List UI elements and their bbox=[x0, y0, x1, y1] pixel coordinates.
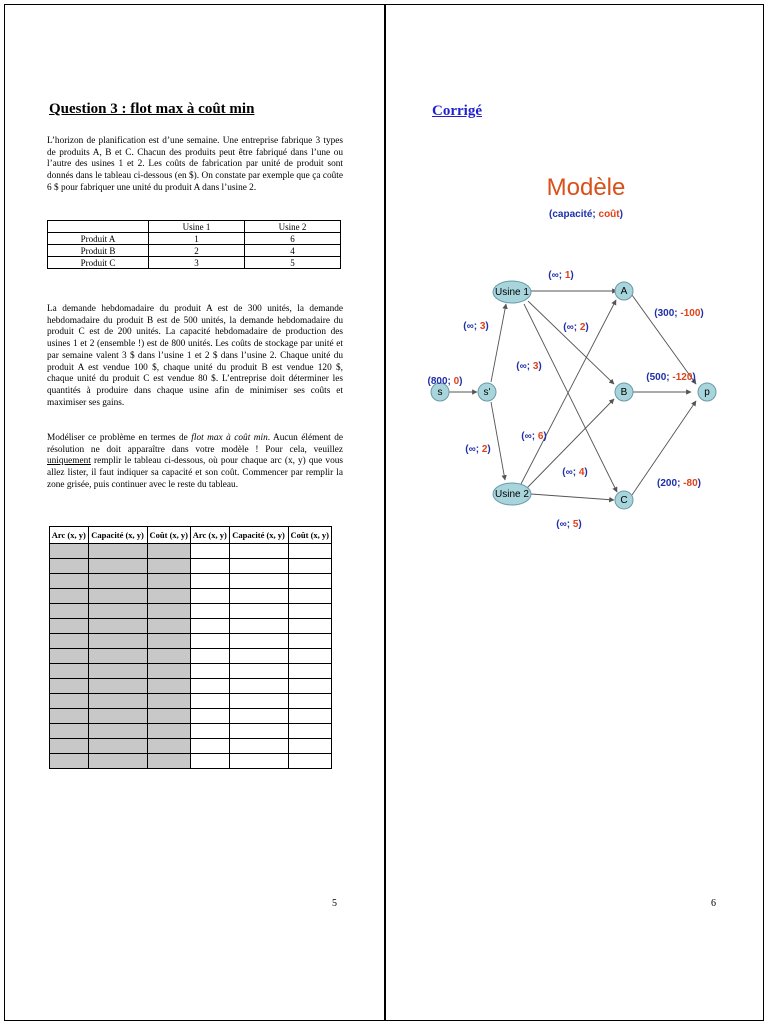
input-cell[interactable] bbox=[229, 724, 288, 739]
edge-label-b-p: (500; -120) bbox=[646, 372, 696, 383]
edge-label-u2-b: (∞; 4) bbox=[562, 467, 588, 478]
table-row bbox=[50, 679, 332, 694]
grey-input-cell[interactable] bbox=[147, 694, 190, 709]
instr-text-c: . Aucun élément de résolution ne doit apparaître dans votre modèle ! Pour cela, veuillez bbox=[47, 433, 343, 455]
input-cell[interactable] bbox=[229, 739, 288, 754]
input-cell[interactable] bbox=[288, 664, 331, 679]
input-cell[interactable] bbox=[190, 544, 229, 559]
table-row bbox=[50, 544, 332, 559]
grey-input-cell[interactable] bbox=[50, 679, 89, 694]
edge-label-u2-a: (∞; 6) bbox=[521, 431, 547, 442]
cost-cell: 6 bbox=[245, 233, 341, 245]
subtitle-cost: coût bbox=[598, 209, 620, 220]
grey-input-cell[interactable] bbox=[88, 589, 147, 604]
grey-input-cell[interactable] bbox=[147, 574, 190, 589]
input-cell[interactable] bbox=[288, 649, 331, 664]
input-cell[interactable] bbox=[190, 739, 229, 754]
input-cell[interactable] bbox=[288, 634, 331, 649]
grey-input-cell[interactable] bbox=[147, 619, 190, 634]
input-cell[interactable] bbox=[190, 694, 229, 709]
input-cell[interactable] bbox=[190, 589, 229, 604]
table-row bbox=[50, 754, 332, 769]
grey-input-cell[interactable] bbox=[147, 709, 190, 724]
grey-input-cell[interactable] bbox=[147, 649, 190, 664]
grey-input-cell[interactable] bbox=[88, 679, 147, 694]
grey-input-cell[interactable] bbox=[50, 604, 89, 619]
input-cell[interactable] bbox=[288, 754, 331, 769]
demand-paragraph: La demande hebdomadaire du produit A est de 300 unités, la demande hebdomadaire du produit B est de 500 unités, la demande hebdomadaire du produit C est de 200 unités. La capacité hebdomadaire de production des usines 1 et 2 (ensemble !) est de 800 unités. Les coûts de stockage par unité et par semaine valent 3 $ dans l’usine 1 et 2 $ dans l’usine 2. Chaque unité du produit A est vendue 100 $, chaque unité du produit B est vendue 120 $, chaque unité du produit C est vendue 80 $. L’entreprise doit déterminer les quantités à produire dans chaque usine afin de minimiser ses coûts et maximiser ses gains. bbox=[47, 304, 343, 408]
product-label: Produit C bbox=[48, 257, 149, 269]
table-row bbox=[48, 245, 341, 257]
input-cell[interactable] bbox=[288, 619, 331, 634]
grey-input-cell[interactable] bbox=[147, 544, 190, 559]
col-capacity: Capacité (x, y) bbox=[229, 527, 288, 544]
col-cost: Coût (x, y) bbox=[147, 527, 190, 544]
grey-input-cell[interactable] bbox=[50, 739, 89, 754]
page-left bbox=[4, 4, 385, 1021]
input-cell[interactable] bbox=[288, 574, 331, 589]
grey-input-cell[interactable] bbox=[88, 709, 147, 724]
subtitle-close: ) bbox=[619, 209, 623, 220]
input-cell[interactable] bbox=[229, 754, 288, 769]
input-cell[interactable] bbox=[288, 694, 331, 709]
edge-label-u1-b: (∞; 2) bbox=[563, 322, 589, 333]
grey-input-cell[interactable] bbox=[50, 574, 89, 589]
grey-input-cell[interactable] bbox=[50, 709, 89, 724]
grey-input-cell[interactable] bbox=[147, 724, 190, 739]
input-cell[interactable] bbox=[190, 574, 229, 589]
input-cell[interactable] bbox=[229, 604, 288, 619]
arc-table-header bbox=[50, 527, 332, 544]
instr-text-e: remplir le tableau ci-dessous, où pour chaque arc (x, y) que vous allez lister, il faut indiquer sa capacité et son coût. Commencer par remplir la zone grisée, puis continuer avec le reste du tableau. bbox=[47, 456, 343, 490]
grey-input-cell[interactable] bbox=[88, 694, 147, 709]
grey-input-cell[interactable] bbox=[50, 724, 89, 739]
instructions-paragraph bbox=[47, 433, 343, 492]
input-cell[interactable] bbox=[229, 664, 288, 679]
input-cell[interactable] bbox=[229, 709, 288, 724]
input-cell[interactable] bbox=[288, 739, 331, 754]
cost-cell: 3 bbox=[149, 257, 245, 269]
grey-input-cell[interactable] bbox=[50, 649, 89, 664]
input-cell[interactable] bbox=[229, 619, 288, 634]
grey-input-cell[interactable] bbox=[147, 589, 190, 604]
grey-input-cell[interactable] bbox=[147, 604, 190, 619]
product-label: Produit A bbox=[48, 233, 149, 245]
node-s-label: s bbox=[437, 387, 443, 398]
grey-input-cell[interactable] bbox=[88, 544, 147, 559]
edge-label-sp-u2: (∞; 2) bbox=[465, 444, 491, 455]
table-row bbox=[48, 257, 341, 269]
node-usine2-label: Usine 2 bbox=[495, 489, 529, 500]
input-cell[interactable] bbox=[190, 634, 229, 649]
input-cell[interactable] bbox=[288, 544, 331, 559]
table-row bbox=[50, 724, 332, 739]
table-row bbox=[50, 634, 332, 649]
arc-table bbox=[49, 526, 332, 769]
instr-text-b: flot max à coût min bbox=[191, 433, 268, 443]
grey-input-cell[interactable] bbox=[88, 604, 147, 619]
edge-label-u2-c: (∞; 5) bbox=[556, 519, 582, 530]
model-title: Modèle bbox=[546, 174, 626, 201]
input-cell[interactable] bbox=[190, 619, 229, 634]
input-cell[interactable] bbox=[229, 589, 288, 604]
input-cell[interactable] bbox=[190, 754, 229, 769]
page-number: 6 bbox=[711, 898, 716, 909]
corrige-link[interactable]: Corrigé bbox=[432, 103, 482, 119]
question-title: Question 3 : flot max à coût min bbox=[49, 101, 255, 117]
table-row bbox=[50, 664, 332, 679]
header-usine-2: Usine 2 bbox=[245, 221, 341, 233]
input-cell[interactable] bbox=[288, 604, 331, 619]
grey-input-cell[interactable] bbox=[88, 739, 147, 754]
intro-paragraph: L’horizon de planification est d’une semaine. Une entreprise fabrique 3 types de produits A, B et C. Chacun des produits peut être fabriqué dans l’une ou l’autre des usines 1 et 2. Les coûts de fabrication par unité de produit sont donnés dans le tableau ci-dessous (en $). On constate par exemple que ça coûte 6 $ pour fabriquer une unité du produit A dans l’usine 2. bbox=[47, 136, 343, 193]
grey-input-cell[interactable] bbox=[147, 664, 190, 679]
col-arc: Arc (x, y) bbox=[190, 527, 229, 544]
table-row bbox=[50, 604, 332, 619]
page-right bbox=[385, 4, 764, 1021]
input-cell[interactable] bbox=[229, 544, 288, 559]
subtitle-capacity: capacité bbox=[552, 209, 593, 220]
cost-table-header bbox=[48, 221, 341, 233]
grey-input-cell[interactable] bbox=[147, 739, 190, 754]
flow-network-diagram bbox=[427, 155, 716, 540]
input-cell[interactable] bbox=[229, 559, 288, 574]
cost-cell: 4 bbox=[245, 245, 341, 257]
input-cell[interactable] bbox=[190, 604, 229, 619]
model-subtitle bbox=[549, 209, 623, 220]
cost-cell: 1 bbox=[149, 233, 245, 245]
grey-input-cell[interactable] bbox=[147, 559, 190, 574]
edge-label-u1-a: (∞; 1) bbox=[548, 270, 574, 281]
input-cell[interactable] bbox=[229, 574, 288, 589]
grey-input-cell[interactable] bbox=[88, 619, 147, 634]
grey-input-cell[interactable] bbox=[88, 754, 147, 769]
table-row bbox=[50, 694, 332, 709]
input-cell[interactable] bbox=[288, 559, 331, 574]
node-usine1-label: Usine 1 bbox=[495, 287, 529, 298]
subtitle-sep: ; bbox=[592, 209, 599, 220]
table-row bbox=[50, 649, 332, 664]
input-cell[interactable] bbox=[190, 679, 229, 694]
input-cell[interactable] bbox=[288, 589, 331, 604]
node-sprime-label: s' bbox=[483, 387, 491, 398]
header-empty bbox=[48, 221, 149, 233]
grey-input-cell[interactable] bbox=[50, 754, 89, 769]
input-cell[interactable] bbox=[288, 709, 331, 724]
instr-text-d: uniquement bbox=[47, 456, 91, 467]
grey-input-cell[interactable] bbox=[50, 634, 89, 649]
col-cost: Coût (x, y) bbox=[288, 527, 331, 544]
table-row bbox=[48, 233, 341, 245]
input-cell[interactable] bbox=[190, 664, 229, 679]
input-cell[interactable] bbox=[229, 694, 288, 709]
input-cell[interactable] bbox=[190, 649, 229, 664]
col-capacity: Capacité (x, y) bbox=[88, 527, 147, 544]
grey-input-cell[interactable] bbox=[50, 694, 89, 709]
cost-cell: 5 bbox=[245, 257, 341, 269]
input-cell[interactable] bbox=[288, 724, 331, 739]
product-label: Produit B bbox=[48, 245, 149, 257]
table-row bbox=[50, 619, 332, 634]
grey-input-cell[interactable] bbox=[50, 619, 89, 634]
grey-input-cell[interactable] bbox=[147, 679, 190, 694]
edge-label-s-sp: (800; 0) bbox=[427, 376, 463, 387]
page-number: 5 bbox=[332, 898, 337, 909]
grey-input-cell[interactable] bbox=[50, 559, 89, 574]
node-a-label: A bbox=[620, 286, 628, 297]
table-row bbox=[50, 739, 332, 754]
input-cell[interactable] bbox=[190, 559, 229, 574]
input-cell[interactable] bbox=[190, 709, 229, 724]
table-row bbox=[50, 709, 332, 724]
header-usine-1: Usine 1 bbox=[149, 221, 245, 233]
table-row bbox=[50, 574, 332, 589]
col-arc: Arc (x, y) bbox=[50, 527, 89, 544]
cost-table bbox=[47, 220, 341, 269]
edge-label-u1-c: (∞; 3) bbox=[516, 361, 542, 372]
grey-input-cell[interactable] bbox=[88, 664, 147, 679]
subtitle-open: ( bbox=[549, 209, 553, 220]
table-row bbox=[50, 589, 332, 604]
arc-table-body bbox=[50, 544, 332, 769]
cost-cell: 2 bbox=[149, 245, 245, 257]
input-cell[interactable] bbox=[229, 649, 288, 664]
grey-input-cell[interactable] bbox=[88, 559, 147, 574]
grey-input-cell[interactable] bbox=[50, 544, 89, 559]
input-cell[interactable] bbox=[229, 679, 288, 694]
grey-input-cell[interactable] bbox=[50, 664, 89, 679]
grey-input-cell[interactable] bbox=[88, 634, 147, 649]
grey-input-cell[interactable] bbox=[147, 634, 190, 649]
node-b-label: B bbox=[620, 387, 628, 398]
edge-label-a-p: (300; -100) bbox=[654, 308, 704, 319]
input-cell[interactable] bbox=[229, 634, 288, 649]
node-c-label: C bbox=[620, 495, 628, 506]
grey-input-cell[interactable] bbox=[88, 574, 147, 589]
grey-input-cell[interactable] bbox=[88, 724, 147, 739]
input-cell[interactable] bbox=[288, 679, 331, 694]
grey-input-cell[interactable] bbox=[147, 754, 190, 769]
table-row bbox=[50, 559, 332, 574]
node-p-label: p bbox=[704, 387, 710, 398]
edge-label-sp-u1: (∞; 3) bbox=[463, 321, 489, 332]
edge-label-c-p: (200; -80) bbox=[657, 478, 701, 489]
grey-input-cell[interactable] bbox=[50, 589, 89, 604]
input-cell[interactable] bbox=[190, 724, 229, 739]
instr-text-a: Modéliser ce problème en termes de bbox=[47, 433, 192, 443]
grey-input-cell[interactable] bbox=[88, 649, 147, 664]
